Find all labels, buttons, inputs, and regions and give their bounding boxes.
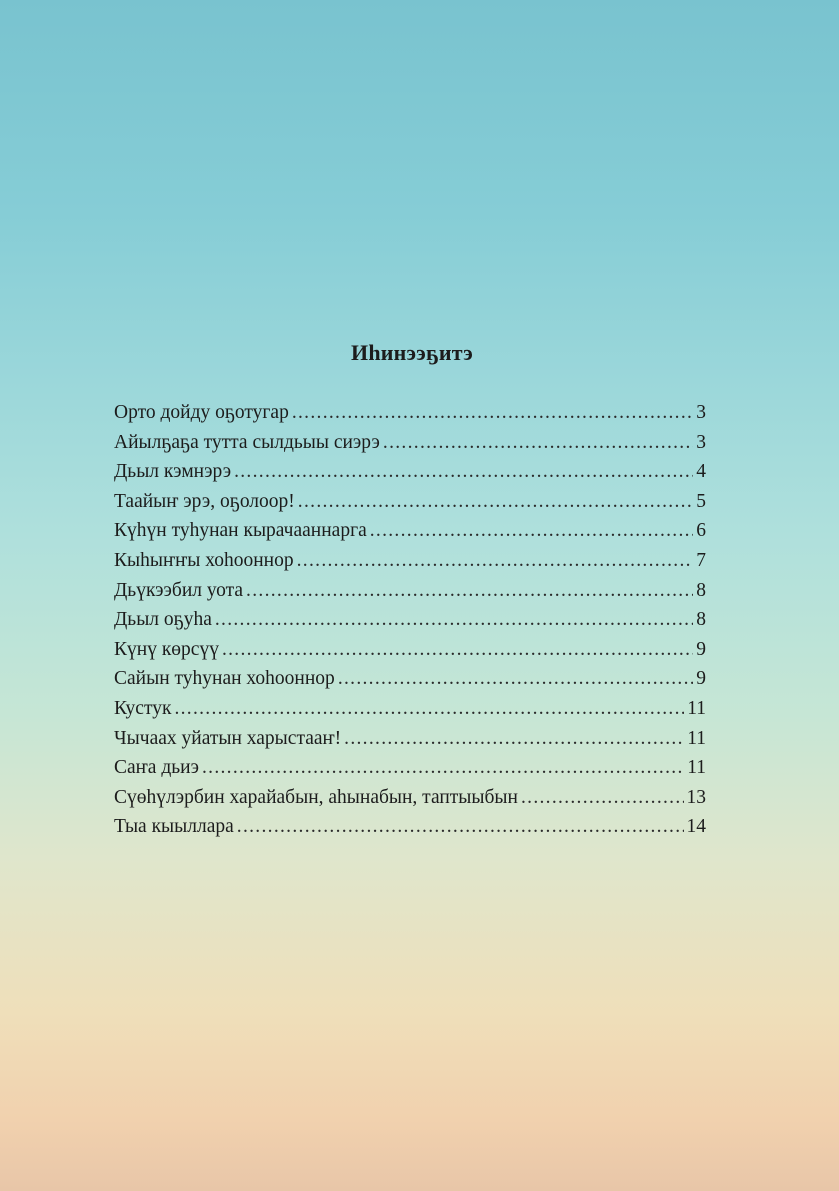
toc-item bbox=[114, 428, 706, 458]
toc-item-page: 11 bbox=[687, 697, 706, 719]
toc-item-label: Орто дойду оҕотугар bbox=[114, 402, 289, 423]
toc-item bbox=[114, 724, 706, 754]
toc-item-page: 7 bbox=[696, 549, 706, 571]
toc-leader-dots bbox=[383, 428, 693, 458]
toc-leader-dots bbox=[174, 694, 684, 724]
toc-leader-dots bbox=[338, 664, 693, 694]
toc-title: Иһинээҕитэ bbox=[351, 340, 473, 365]
toc-item-page: 6 bbox=[696, 520, 706, 542]
toc-item-page: 11 bbox=[687, 757, 706, 779]
toc-leader-dots bbox=[344, 724, 684, 754]
toc-item-label: Тыа кыыллара bbox=[114, 816, 234, 838]
toc-leader-dots bbox=[292, 398, 693, 428]
toc-item-page: 13 bbox=[686, 786, 706, 808]
toc-leader-dots bbox=[521, 783, 684, 813]
toc-leader-dots bbox=[370, 516, 694, 546]
toc-item bbox=[114, 546, 706, 576]
toc-item-label: Таайыҥ эрэ, оҕолоор! bbox=[114, 490, 295, 512]
toc-item bbox=[114, 487, 706, 517]
toc-item bbox=[114, 457, 706, 487]
toc-item-label: Кыһыҥҥы хоһооннор bbox=[114, 549, 294, 571]
toc-item-page: 11 bbox=[687, 727, 706, 749]
toc-item bbox=[114, 664, 706, 694]
toc-item-page: 8 bbox=[696, 609, 706, 631]
toc-leader-dots bbox=[215, 605, 693, 635]
toc-item-label: Дьүкээбил уота bbox=[114, 579, 244, 601]
toc-leader-dots bbox=[297, 546, 694, 576]
toc-item bbox=[114, 398, 706, 428]
toc-item-label: Саҥа дьиэ bbox=[114, 757, 199, 779]
toc-item-label: Күһүн туһунан кырачааннарга bbox=[114, 520, 367, 542]
toc-item bbox=[114, 783, 706, 813]
toc-item-label: Сүөһүлэрбин харайабын, аһынабын, таптыыбын bbox=[114, 786, 518, 808]
toc-item-page: 3 bbox=[696, 431, 706, 453]
toc-item bbox=[114, 753, 706, 783]
toc-item bbox=[114, 694, 706, 724]
toc-leader-dots bbox=[202, 753, 684, 783]
toc-item-page: 5 bbox=[696, 490, 706, 512]
toc-item-label: Дьыл оҕуһа bbox=[114, 609, 212, 631]
toc-leader-dots bbox=[222, 635, 693, 665]
toc-item-label: Кустук bbox=[114, 697, 172, 719]
toc-item-label: Сайын туһунан хоһооннор bbox=[114, 668, 335, 690]
toc-leader-dots bbox=[298, 487, 693, 517]
toc-item-page: 14 bbox=[686, 816, 706, 838]
toc-item-page: 9 bbox=[696, 638, 706, 660]
toc-leader-dots bbox=[246, 576, 693, 606]
toc-list bbox=[114, 398, 706, 842]
toc-item bbox=[114, 516, 706, 546]
toc-item bbox=[114, 635, 706, 665]
toc-leader-dots bbox=[234, 457, 693, 487]
toc-item-page: 8 bbox=[696, 579, 706, 601]
toc-item-page: 4 bbox=[696, 461, 706, 483]
toc-item-label: Күнү көрсүү bbox=[114, 638, 219, 660]
toc-item-label: Дьыл кэмнэрэ bbox=[114, 461, 232, 483]
toc-item bbox=[114, 576, 706, 606]
toc-item-label: Айылҕаҕа тутта сылдьыы сиэрэ bbox=[114, 431, 380, 453]
toc-item-page: 9 bbox=[696, 668, 706, 690]
toc-item-page: 3 bbox=[696, 402, 706, 423]
toc-item bbox=[114, 605, 706, 635]
toc-item bbox=[114, 812, 706, 842]
toc-leader-dots bbox=[237, 812, 684, 842]
toc-item-label: Чычаах уйатын харыстааҥ! bbox=[114, 727, 342, 749]
